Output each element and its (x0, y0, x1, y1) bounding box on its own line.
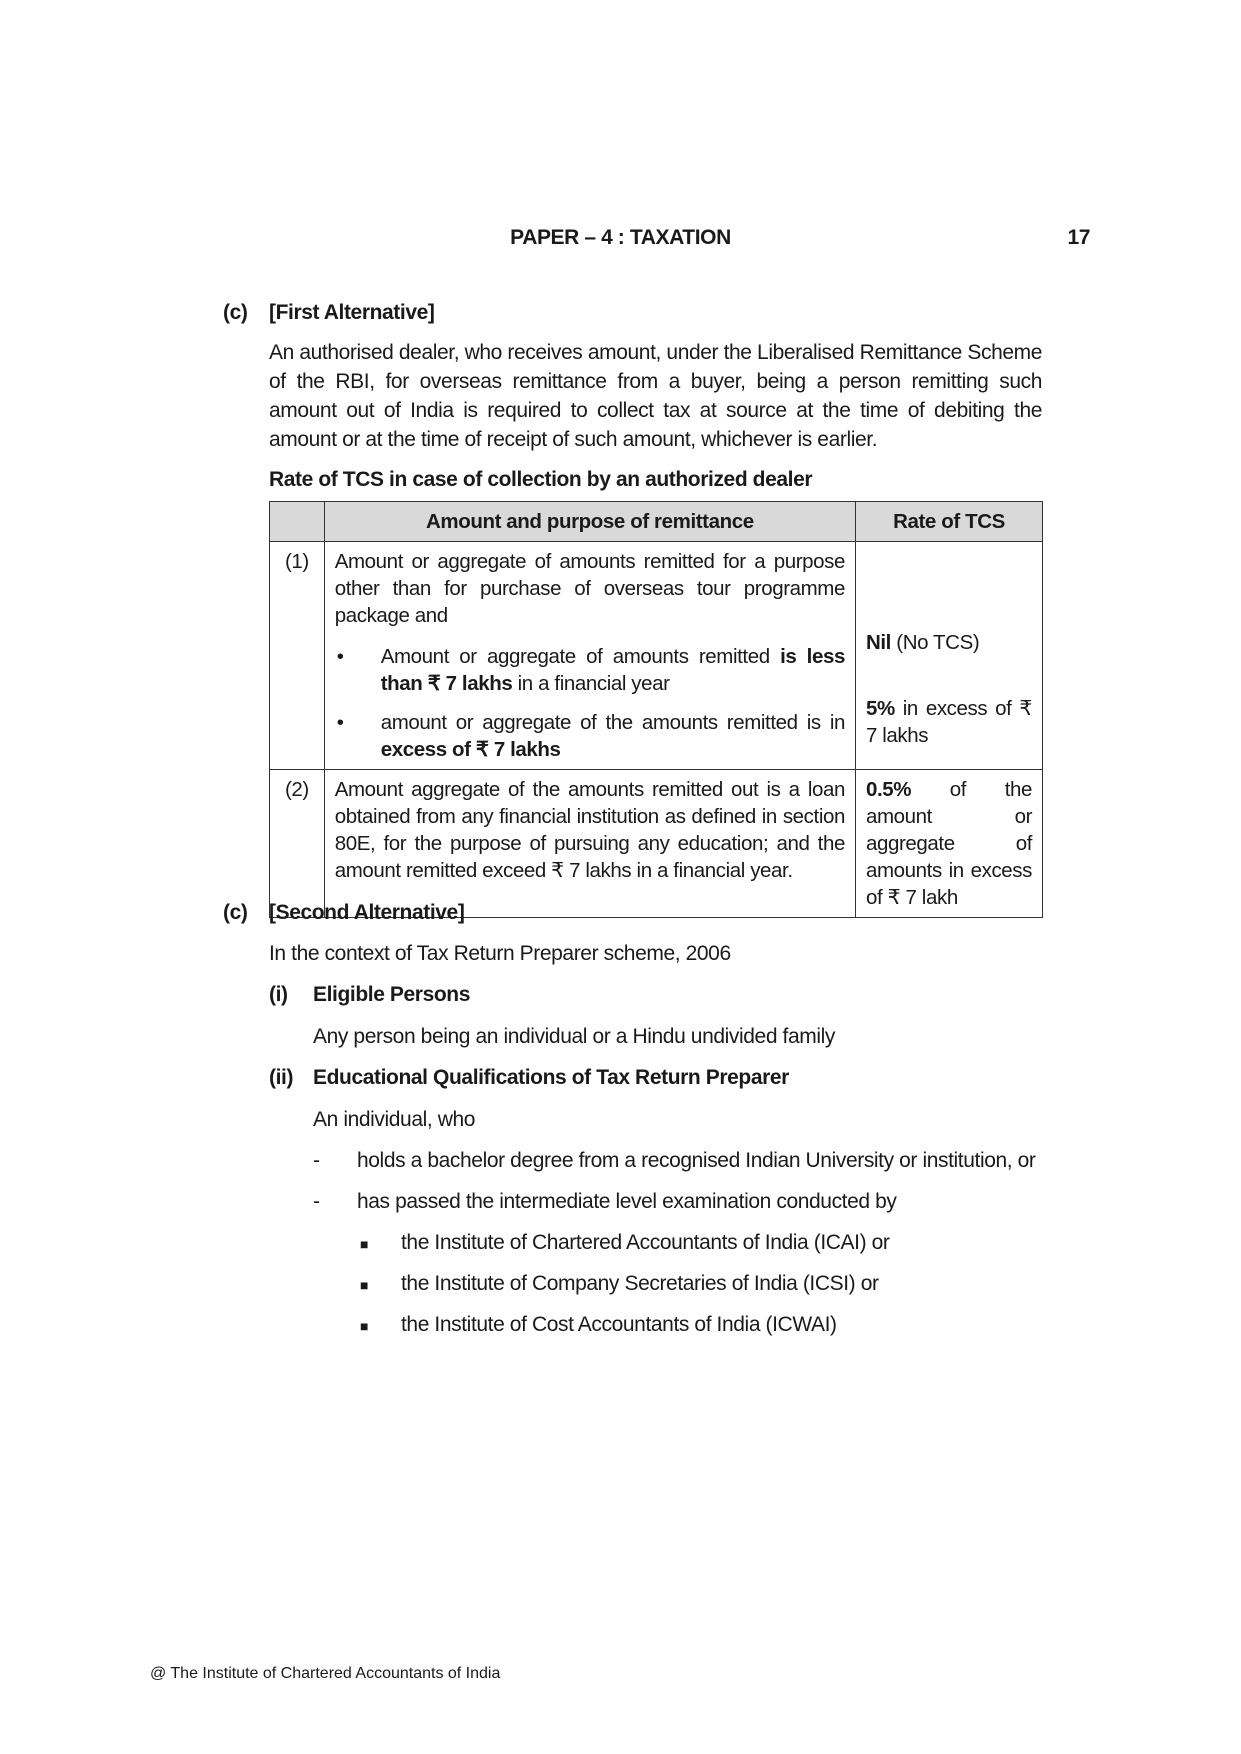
square-bullet-icon: ■ (360, 1277, 369, 1293)
square-bullet-icon: ■ (360, 1236, 369, 1252)
subsection-heading: Educational Qualifications of Tax Return Preparer (313, 1066, 789, 1089)
table-header-row (270, 502, 1043, 542)
list-item: has passed the intermediate level examination conducted by (357, 1190, 897, 1213)
subsection-heading: Eligible Persons (313, 983, 470, 1006)
row-number: (2) (270, 770, 325, 918)
list-item: the Institute of Company Secretaries of India (ICSI) or (401, 1272, 879, 1295)
page-header-title: PAPER – 4 : TAXATION (510, 226, 731, 249)
purpose-cell: Amount aggregate of the amounts remitted out is a loan obtained from any financial institution as defined in section 80E, for the purpose of pursuing any education; and the amount remitted exceed ₹ 7 lakhs in a financial year. (324, 770, 855, 918)
square-bullet-icon: ■ (360, 1318, 369, 1334)
dash-bullet-icon: - (313, 1149, 320, 1172)
rate-bold: 0.5% (865, 778, 912, 801)
subsection-label: (ii) (269, 1066, 294, 1089)
header-cell-rate: Rate of TCS (855, 502, 1042, 542)
table-row (270, 770, 1043, 918)
rate-text (866, 695, 1032, 749)
intro-paragraph: An authorised dealer, who receives amount, under the Liberalised Remittance Scheme of the RBI, for overseas remittance from a buyer, being a person remitting such amount out of India is required to collect tax at source at the time of debiting the amount or at the time of receipt of such amount, whichever is earlier. (269, 341, 1042, 451)
intro-text: In the context of Tax Return Preparer scheme, 2006 (269, 942, 731, 965)
list-item: the Institute of Cost Accountants of India (ICWAI) (401, 1313, 837, 1336)
rate-detail: of the amount or aggregate of amounts in excess of ₹ 7 lakh (865, 778, 1032, 909)
section-heading: [First Alternative] (269, 301, 435, 324)
rate-bold: Nil (865, 631, 891, 654)
rate-detail: (No TCS) (890, 631, 980, 654)
bullet-icon: • (336, 645, 344, 668)
rate-cell (855, 542, 1042, 770)
row-number: (1) (270, 542, 325, 770)
bullet-icon: • (336, 711, 344, 734)
table-row (270, 542, 1043, 770)
list-item (335, 709, 845, 763)
body-text: Any person being an individual or a Hindu undivided family (313, 1025, 835, 1048)
body-text: An individual, who (313, 1108, 476, 1131)
list-item: the Institute of Chartered Accountants of India (ICAI) or (401, 1231, 890, 1254)
table-caption: Rate of TCS in case of collection by an authorized dealer (269, 468, 813, 491)
rate-cell (855, 770, 1042, 918)
rate-bold: 5% (865, 697, 895, 720)
row-intro-text: Amount or aggregate of amounts remitted for a purpose other than for purchase of overseas tour programme package and (334, 550, 845, 627)
list-item (335, 643, 845, 697)
bullet-text: amount or aggregate of the amounts remitted is in (380, 711, 845, 734)
page-footer: @ The Institute of Chartered Accountants of India (150, 1665, 501, 1682)
header-cell-empty (270, 502, 325, 542)
rate-text (866, 629, 1032, 695)
section-label: (c) (223, 301, 248, 324)
bullet-text: Amount or aggregate of amounts remitted (380, 645, 781, 668)
section-label: (c) (223, 901, 248, 924)
bullet-tail-text: in a financial year (512, 672, 670, 695)
purpose-cell (324, 542, 855, 770)
tcs-rate-table (269, 501, 1043, 918)
bullet-bold-text: excess of ₹ 7 lakhs (380, 738, 561, 761)
list-item: holds a bachelor degree from a recognised Indian University or institution, or (357, 1149, 1036, 1172)
header-cell-purpose: Amount and purpose of remittance (324, 502, 855, 542)
page-number: 17 (1067, 226, 1090, 249)
rate-detail: in excess of ₹ 7 lakhs (865, 697, 1032, 747)
bullet-bold-text: is less than ₹ 7 lakhs (380, 645, 845, 695)
subsection-label: (i) (269, 983, 288, 1006)
section-heading: [Second Alternative] (269, 901, 465, 924)
dash-bullet-icon: - (313, 1190, 320, 1213)
